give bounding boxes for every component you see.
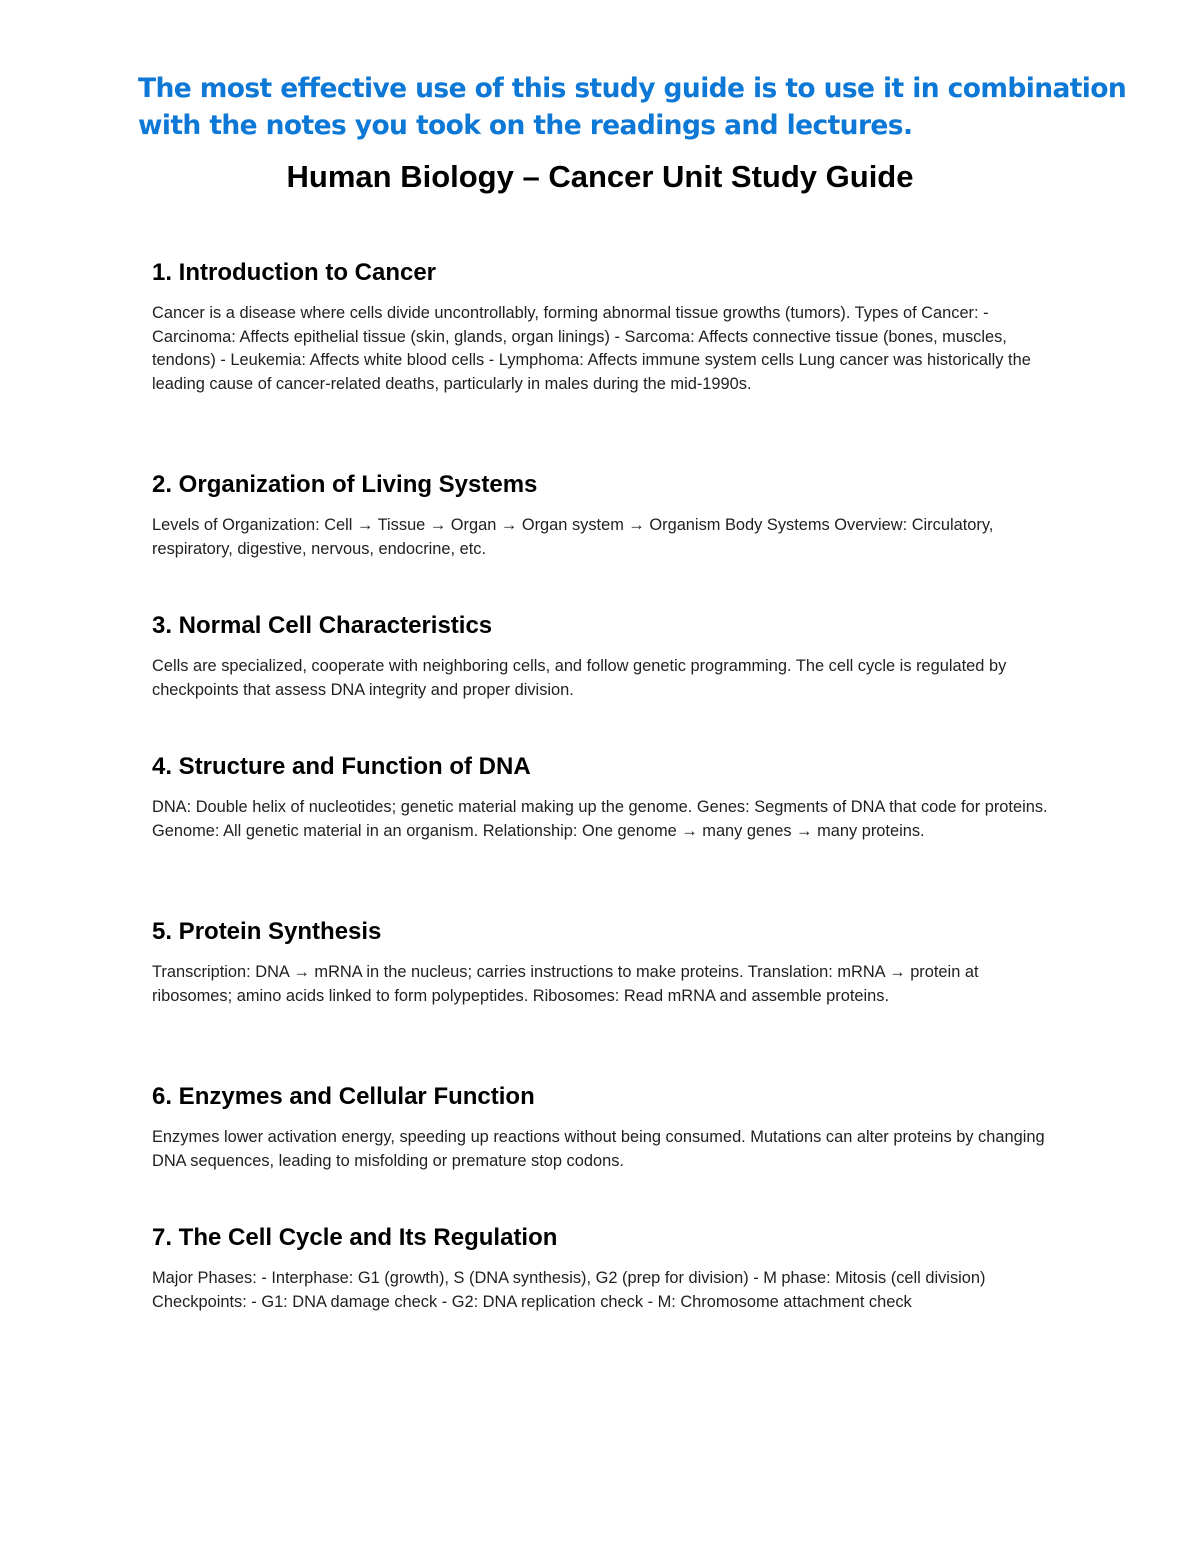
study-tip-note: The most effective use of this study guide is to use it in combination with the notes you took on the readings and lectures.	[138, 73, 1127, 141]
section-heading: 3. Normal Cell Characteristics	[152, 612, 493, 639]
section-organization-of-living-systems	[152, 470, 1052, 561]
section-heading: 1. Introduction to Cancer	[152, 259, 437, 286]
section-body: Transcription: DNA → mRNA in the nucleus; carries instructions to make proteins. Translation: mRNA → protein at ribosomes; amino acids linked to form polypeptides. Ribosomes: Read mRNA and assemble proteins.	[152, 963, 979, 1005]
section-heading: 4. Structure and Function of DNA	[152, 753, 531, 780]
section-heading: 6. Enzymes and Cellular Function	[152, 1083, 535, 1110]
section-body: Enzymes lower activation energy, speeding up reactions without being consumed. Mutations can alter proteins by changing DNA sequences, leading to misfolding or premature stop codons.	[152, 1128, 1045, 1170]
section-enzymes-and-cellular-function	[152, 1082, 1052, 1173]
section-body: Levels of Organization: Cell → Tissue → Organ → Organ system → Organism Body Systems Overview: Circulatory, respiratory, digestive, nervous, endocrine, etc.	[152, 516, 994, 558]
section-body: DNA: Double helix of nucleotides; genetic material making up the genome. Genes: Segments of DNA that code for proteins. Genome: All genetic material in an organism. Relationship: One genome → many genes → many proteins.	[152, 798, 1048, 840]
document-title: Human Biology – Cancer Unit Study Guide	[286, 159, 914, 194]
section-cell-cycle-regulation	[152, 1223, 1052, 1314]
section-body: Cancer is a disease where cells divide uncontrollably, forming abnormal tissue growths (tumors). Types of Cancer: - Carcinoma: Affects epithelial tissue (skin, glands, organ linings) - Sarcoma: Affects connective tissue (bones, muscles, tendons) - Leukemia: Affects white blood cells - Lymphoma: Affects immune system cells Lung cancer was historically the leading cause of cancer-related deaths, particularly in males during the mid-1990s.	[152, 304, 1031, 393]
section-heading: 5. Protein Synthesis	[152, 918, 382, 945]
section-structure-and-function-of-dna	[152, 752, 1052, 843]
section-heading: 7. The Cell Cycle and Its Regulation	[152, 1224, 558, 1251]
section-introduction-to-cancer	[152, 258, 1052, 396]
section-heading: 2. Organization of Living Systems	[152, 471, 538, 498]
section-normal-cell-characteristics	[152, 611, 1052, 702]
section-body: Cells are specialized, cooperate with neighboring cells, and follow genetic programming. The cell cycle is regulated by checkpoints that assess DNA integrity and proper division.	[152, 657, 1007, 699]
section-protein-synthesis	[152, 917, 1052, 1008]
section-body: Major Phases: - Interphase: G1 (growth), S (DNA synthesis), G2 (prep for division) - M phase: Mitosis (cell division) Checkpoints: - G1: DNA damage check - G2: DNA replication check - M: Chromosome attachment check	[152, 1269, 986, 1311]
